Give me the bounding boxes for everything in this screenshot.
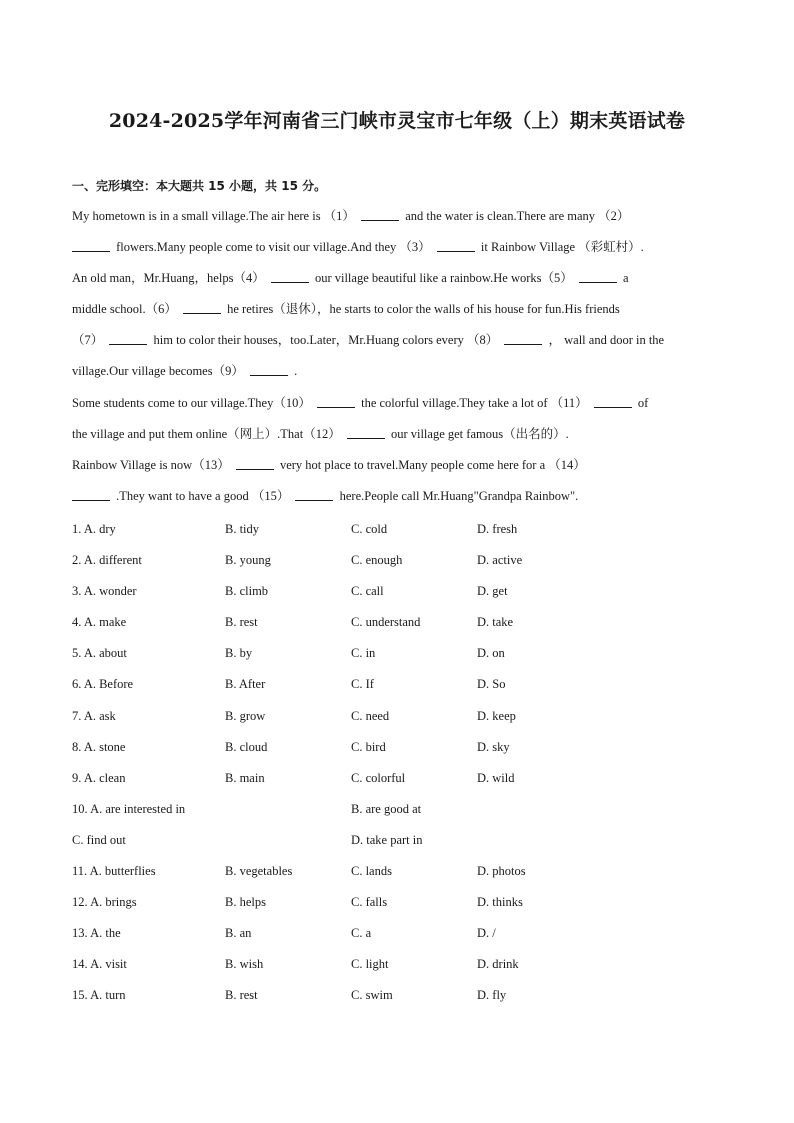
question-row xyxy=(72,737,732,768)
option-d[interactable]: D. take xyxy=(477,615,514,630)
option-a[interactable]: 15. A. turn xyxy=(72,988,126,1003)
answer-blank-14[interactable] xyxy=(72,488,110,501)
option-c[interactable]: C. lands xyxy=(351,864,392,879)
passage-line xyxy=(72,455,732,486)
answer-blank-6[interactable] xyxy=(183,301,221,314)
option-d[interactable]: D. active xyxy=(477,553,523,568)
option-d[interactable]: D. take part in xyxy=(351,832,423,847)
answer-blank-1[interactable] xyxy=(361,208,399,221)
option-d[interactable]: D. sky xyxy=(477,739,510,754)
passage-text: the village and put them online（网上）.That（12） xyxy=(72,426,341,441)
passage-text: a xyxy=(623,271,629,286)
option-c[interactable]: C. swim xyxy=(351,988,393,1003)
passage-text: （7） xyxy=(72,333,104,348)
option-a[interactable]: 6. A. Before xyxy=(72,677,134,692)
question-row xyxy=(72,550,732,581)
option-a[interactable]: 8. A. stone xyxy=(72,739,126,754)
option-a[interactable]: 9. A. clean xyxy=(72,770,126,785)
passage-text: . xyxy=(294,364,298,379)
passage-text: Rainbow Village is now（13） xyxy=(72,457,230,472)
option-c[interactable]: C. If xyxy=(351,677,374,692)
option-b[interactable]: B. tidy xyxy=(225,522,260,536)
question-row xyxy=(72,830,732,861)
answer-blank-11[interactable] xyxy=(594,395,632,408)
passage-text: .They want to have a good （15） xyxy=(116,488,290,503)
option-b[interactable]: B. After xyxy=(225,677,266,692)
answer-blank-15[interactable] xyxy=(295,488,333,501)
question-row xyxy=(72,892,732,923)
question-row xyxy=(72,674,732,705)
option-b[interactable]: B. wish xyxy=(225,957,264,972)
answer-blank-2[interactable] xyxy=(72,239,110,252)
option-a[interactable]: 14. A. visit xyxy=(72,957,127,972)
option-b[interactable]: B. cloud xyxy=(225,739,268,754)
option-a[interactable]: 12. A. brings xyxy=(72,895,137,910)
option-b[interactable]: B. young xyxy=(225,553,271,568)
option-c[interactable]: C. light xyxy=(351,957,389,972)
option-b[interactable]: B. grow xyxy=(225,708,266,723)
question-row xyxy=(72,923,732,954)
option-b[interactable]: B. by xyxy=(225,646,253,661)
option-a[interactable]: 4. A. make xyxy=(72,615,127,630)
option-c[interactable]: C. a xyxy=(351,926,372,941)
option-c[interactable]: C. understand xyxy=(351,615,421,630)
option-b[interactable]: B. helps xyxy=(225,895,266,910)
passage-text: middle school.（6） xyxy=(72,302,177,317)
option-d[interactable]: D. drink xyxy=(477,957,519,972)
passage-text: flowers.Many people come to visit our village.And they （3） xyxy=(116,240,431,255)
option-d[interactable]: D. photos xyxy=(477,864,526,879)
question-row xyxy=(72,519,732,550)
passage-text: our village beautiful like a rainbow.He works（5） xyxy=(314,271,573,286)
option-b[interactable]: B. main xyxy=(225,770,265,785)
option-a[interactable]: 3. A. wonder xyxy=(72,584,137,599)
option-b[interactable]: B. rest xyxy=(225,988,258,1003)
passage-text: it Rainbow Village （彩虹村）. xyxy=(480,240,644,255)
answer-blank-4[interactable] xyxy=(271,270,309,283)
option-d[interactable]: D. keep xyxy=(477,708,516,723)
option-a[interactable]: 7. A. ask xyxy=(72,708,116,723)
option-c[interactable]: C. call xyxy=(351,584,384,599)
option-d[interactable]: D. thinks xyxy=(477,895,523,910)
passage-text: ， wall and door in the xyxy=(548,333,665,348)
question-row xyxy=(72,643,732,674)
answer-blank-7[interactable] xyxy=(109,332,147,345)
option-c[interactable]: C. falls xyxy=(351,895,388,910)
cloze-passage xyxy=(72,206,732,517)
answer-blank-13[interactable] xyxy=(236,457,274,470)
answer-blank-12[interactable] xyxy=(347,426,385,439)
passage-text: he retires（退休），he starts to color the walls of his house for fun.His friends xyxy=(227,302,620,317)
passage-line xyxy=(72,486,732,517)
passage-text: here.People call Mr.Huang"Grandpa Rainbow". xyxy=(339,488,579,503)
option-c[interactable]: C. colorful xyxy=(351,770,406,785)
option-b[interactable]: B. are good at xyxy=(351,801,422,816)
passage-text: our village get famous（出名的）. xyxy=(390,426,569,441)
passage-text: village.Our village becomes（9） xyxy=(72,364,244,379)
question-row xyxy=(72,706,732,737)
passage-text: An old man，Mr.Huang，helps（4） xyxy=(72,271,265,286)
passage-text: the colorful village.They take a lot of （11） xyxy=(361,395,588,410)
passage-text: him to color their houses，too.Later，Mr.Huang colors every （8） xyxy=(153,333,499,348)
question-row xyxy=(72,768,732,799)
answer-blank-8[interactable] xyxy=(504,332,542,345)
answer-blank-3[interactable] xyxy=(437,239,475,252)
passage-line xyxy=(72,299,732,330)
answer-blank-10[interactable] xyxy=(317,395,355,408)
option-b[interactable]: B. rest xyxy=(225,615,258,630)
answer-options xyxy=(72,519,732,1017)
passage-text: My hometown is in a small village.The air here is （1） xyxy=(72,209,355,223)
passage-line xyxy=(72,361,732,392)
option-a[interactable]: 2. A. different xyxy=(72,553,142,568)
option-b[interactable]: B. an xyxy=(225,926,252,941)
question-row xyxy=(72,612,732,643)
passage-line xyxy=(72,237,732,268)
passage-line xyxy=(72,206,732,237)
passage-text: and the water is clean.There are many （2） xyxy=(405,209,630,223)
answer-blank-9[interactable] xyxy=(250,363,288,376)
passage-text: of xyxy=(637,395,649,410)
page-title: 2024-2025学年河南省三门峡市灵宝市七年级（上）期末英语试卷 xyxy=(108,110,686,132)
option-c[interactable]: C. enough xyxy=(351,553,403,568)
option-a[interactable]: 5. A. about xyxy=(72,646,127,661)
passage-line xyxy=(72,424,732,455)
option-c[interactable]: C. bird xyxy=(351,739,386,754)
option-a[interactable]: 1. A. dry xyxy=(72,522,116,536)
question-row xyxy=(72,581,732,612)
option-d[interactable]: D. So xyxy=(477,677,506,692)
question-row xyxy=(72,985,732,1016)
question-row xyxy=(72,861,732,892)
question-row xyxy=(72,799,732,830)
option-c[interactable]: C. find out xyxy=(72,832,126,847)
answer-blank-5[interactable] xyxy=(579,270,617,283)
option-a[interactable]: 13. A. the xyxy=(72,926,121,941)
option-d[interactable]: D. wild xyxy=(477,770,515,785)
option-a[interactable]: 10. A. are interested in xyxy=(72,801,186,816)
option-b[interactable]: B. climb xyxy=(225,584,269,599)
option-a[interactable]: 11. A. butterflies xyxy=(72,864,156,879)
option-b[interactable]: B. vegetables xyxy=(225,864,293,879)
passage-line xyxy=(72,268,732,299)
option-d[interactable]: D. / xyxy=(477,926,496,941)
passage-text: Some students come to our village.They（10） xyxy=(72,395,311,410)
option-c[interactable]: C. in xyxy=(351,646,376,661)
option-d[interactable]: D. on xyxy=(477,646,505,661)
passage-line xyxy=(72,330,732,361)
question-row xyxy=(72,954,732,985)
option-d[interactable]: D. fresh xyxy=(477,522,518,536)
option-d[interactable]: D. get xyxy=(477,584,508,599)
option-c[interactable]: C. cold xyxy=(351,522,388,536)
section-heading: 一、完形填空：本大题共 15 小题，共 15 分。 xyxy=(72,179,327,193)
option-d[interactable]: D. fly xyxy=(477,988,507,1003)
passage-text: very hot place to travel.Many people come here for a （14） xyxy=(279,457,586,472)
passage-line xyxy=(72,393,732,424)
option-c[interactable]: C. need xyxy=(351,708,390,723)
